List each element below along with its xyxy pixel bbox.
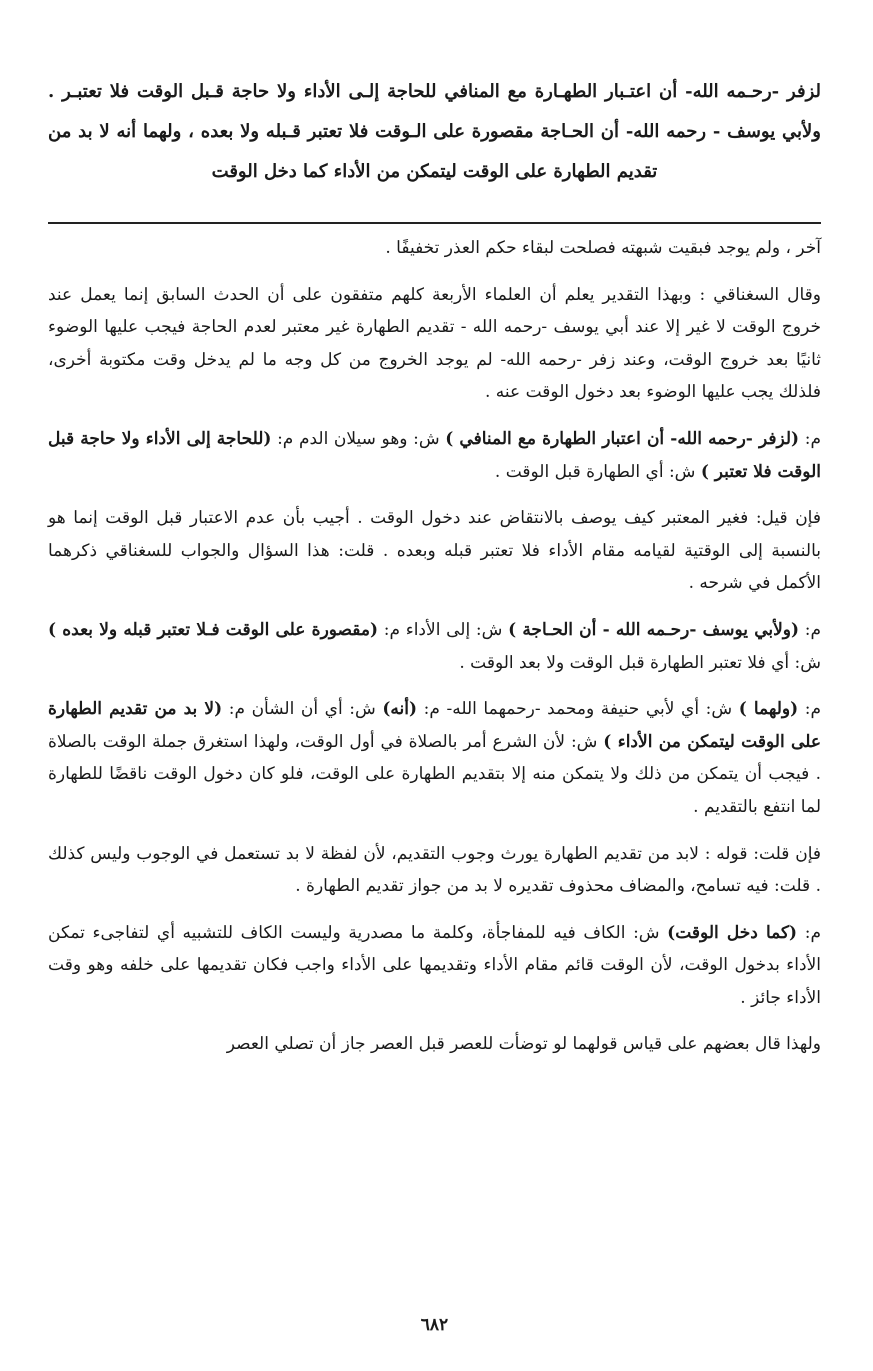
commentary-text: ش: أي أن الشأن م:	[222, 699, 383, 720]
commentary-text: م:	[798, 699, 821, 720]
matn-quote: (لا بد من تقديم الطهارة على الوقت ليتمكن من الأداء )	[48, 699, 822, 752]
commentary-paragraph	[48, 614, 821, 679]
commentary-paragraph	[48, 279, 821, 409]
commentary-body	[48, 232, 821, 1075]
matn-quote: (ولهما )	[738, 699, 799, 720]
commentary-paragraph	[48, 423, 821, 488]
commentary-paragraph	[48, 917, 821, 1015]
commentary-text: ولهذا قال بعضهم على قياس قولهما لو توضأت للعصر قبل العصر جاز أن تصلي العصر	[226, 1034, 821, 1055]
commentary-text: فإن قلت: قوله : لابد من تقديم الطهارة يورث وجوب التقديم، لأن لفظة لا بد تستعمل في الوجوب وليس كذلك . قلت: فيه تسامح، والمضاف محذوف تقديره لا بد من جواز تقديم الطهارة .	[48, 843, 821, 897]
commentary-text: آخر ، ولم يوجد فبقيت شبهته فصلحت لبقاء حكم العذر تخفيفًا .	[385, 238, 821, 258]
matn-quote: (لزفر -رحمه الله- أن اعتبار الطهارة مع المنافي )	[445, 428, 800, 449]
footnote-divider	[48, 222, 821, 224]
commentary-text: ش: إلى الأداء م:	[378, 619, 509, 640]
commentary-paragraph	[48, 1028, 821, 1061]
book-page	[48, 0, 821, 1371]
commentary-text: ش: وهو سيلان الدم م:	[271, 428, 446, 449]
commentary-text: م:	[799, 428, 821, 449]
commentary-paragraph	[48, 232, 821, 265]
matn-quote: (للحاجة إلى الأداء ولا حاجة قبل الوقت فلا تعتبر )	[48, 428, 821, 482]
commentary-text: ش: لأن الشرع أمر بالصلاة في أول الوقت، ولهذا استغرق جملة الوقت بالصلاة . فيجب أن يتمكن من ذلك ولا يتمكن منه إلا بتقديم الطهارة على الوقت، فلو كان دخول الوقت ناقضًا للطهارة لما انتفع بالتقديم .	[48, 731, 821, 817]
commentary-text: ش: أي الطهارة قبل الوقت .	[494, 461, 701, 482]
matn-quote: (كما دخل الوقت)	[667, 922, 798, 943]
commentary-text: وقال السغناقي : وبهذا التقدير يعلم أن العلماء الأربعة كلهم متفقون على أن الحدث السابق إنما يعمل عند خروج الوقت لا غير إلا عند أبي يوسف -رحمه الله - تقديم الطهارة غير معتبر لعدم الحاجة فيجب عليها الوضوء ثانيًا بعد خروج الوقت، وعند زفر -رحمه الله- لم يوجد الخروج من كل وجه ما لم يدخل وقت مكتوبة أخرى، فلذلك يجب عليها الوضوء بعد دخول الوقت عنه .	[48, 284, 821, 403]
commentary-text: م:	[799, 619, 821, 640]
commentary-paragraph	[48, 502, 821, 600]
commentary-text: ش: أي فلا تعتبر الطهارة قبل الوقت ولا بعد الوقت .	[459, 652, 821, 673]
matn-text: لزفر -رحـمه الله- أن اعتـبار الطهـارة مع المنافي للحاجة إلـى الأداء ولا حاجة قـبل الوقت فلا تعتبـر . ولأبي يوسف - رحمه الله- أن الحـاجة مقصورة على الـوقت فلا تعتبر قـبله ولا بعده ، ولهما أنه لا بد من تقديم الطهارة على الوقت ليتمكن من الأداء كما دخل الوقت	[48, 81, 821, 182]
matn-quote: (ولأبي يوسف -رحـمه الله - أن الحـاجة )	[508, 619, 800, 640]
commentary-paragraph	[48, 693, 821, 823]
commentary-text: ش: أي لأبي حنيفة ومحمد -رحمهما الله- م:	[417, 699, 739, 720]
matn-quote: (أنه)	[382, 699, 418, 720]
page-number: ٦٨٢	[420, 1315, 449, 1335]
commentary-paragraph	[48, 838, 821, 903]
commentary-text: ش: الكاف فيه للمفاجأة، وكلمة ما مصدرية وليست الكاف للتشبيه أي لتفاجىء تمكن الأداء بدخول الوقت، لأن الوقت قائم مقام الأداء وتقديمها على الأداء واجب فكان تقديمها على خلفه وهو وقت الأداء جائز .	[48, 922, 821, 1008]
commentary-text: فإن قيل: فغير المعتبر كيف يوصف بالانتقاض عند دخول الوقت . أجيب بأن عدم الاعتبار قبل الوقت إنما هو بالنسبة إلى الوقتية لقيامه مقام الأداء فلا تعتبر قبله وبعده . قلت: هذا السؤال والجواب للسغناقي ذكرهما الأكمل في شرحه .	[48, 508, 821, 594]
matn-quote: (مقصورة على الوقت فـلا تعتبر قبله ولا بعده )	[48, 619, 379, 640]
commentary-text: م:	[797, 922, 821, 943]
